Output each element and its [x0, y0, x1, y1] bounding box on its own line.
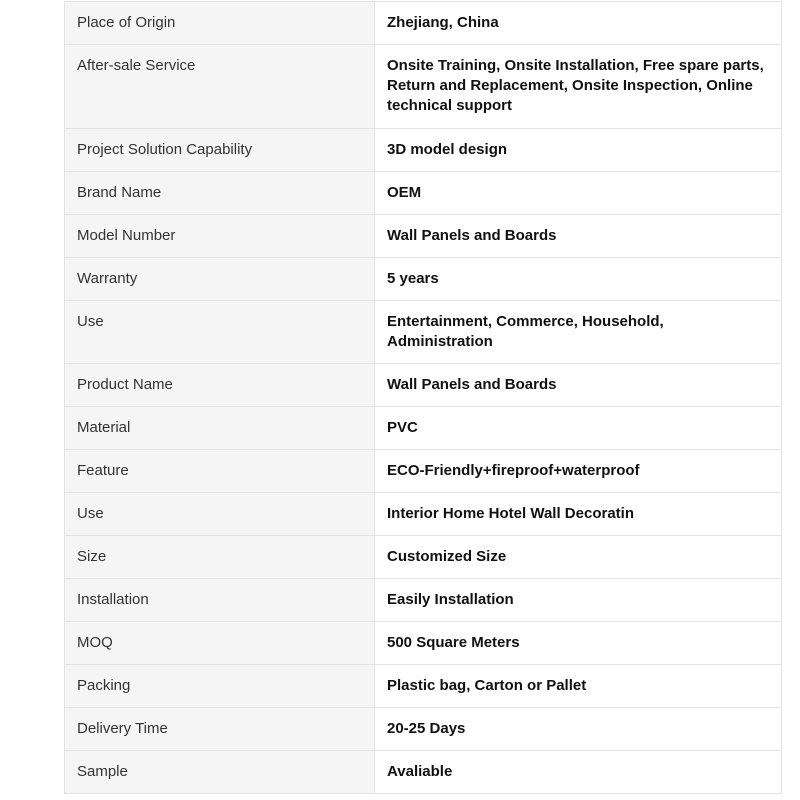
- spec-value: Customized Size: [375, 536, 782, 579]
- spec-label: Feature: [65, 450, 375, 493]
- table-row: [65, 258, 782, 301]
- table-row: [65, 172, 782, 215]
- spec-label: Model Number: [65, 215, 375, 258]
- table-row: [65, 450, 782, 493]
- spec-label: Warranty: [65, 258, 375, 301]
- spec-value: OEM: [375, 172, 782, 215]
- table-row: [65, 708, 782, 751]
- table-row: [65, 2, 782, 45]
- table-row: [65, 493, 782, 536]
- spec-label: Use: [65, 493, 375, 536]
- table-row: [65, 407, 782, 450]
- spec-value: Zhejiang, China: [375, 2, 782, 45]
- spec-value: Easily Installation: [375, 579, 782, 622]
- spec-label: Project Solution Capability: [65, 129, 375, 172]
- table-row: [65, 665, 782, 708]
- spec-label: Place of Origin: [65, 2, 375, 45]
- spec-label: Brand Name: [65, 172, 375, 215]
- spec-table-body: [65, 2, 782, 794]
- spec-value: Avaliable: [375, 751, 782, 794]
- spec-value: PVC: [375, 407, 782, 450]
- spec-label: After-sale Service: [65, 45, 375, 129]
- table-row: [65, 622, 782, 665]
- spec-label: Sample: [65, 751, 375, 794]
- table-row: [65, 301, 782, 364]
- spec-value: 500 Square Meters: [375, 622, 782, 665]
- table-row: [65, 215, 782, 258]
- spec-value: 5 years: [375, 258, 782, 301]
- spec-label: Delivery Time: [65, 708, 375, 751]
- spec-label: MOQ: [65, 622, 375, 665]
- spec-label: Material: [65, 407, 375, 450]
- spec-value: Entertainment, Commerce, Household, Administration: [375, 301, 782, 364]
- spec-label: Packing: [65, 665, 375, 708]
- table-row: [65, 45, 782, 129]
- spec-label: Installation: [65, 579, 375, 622]
- spec-value: Interior Home Hotel Wall Decoratin: [375, 493, 782, 536]
- spec-label: Size: [65, 536, 375, 579]
- spec-value: Wall Panels and Boards: [375, 215, 782, 258]
- spec-label: Product Name: [65, 364, 375, 407]
- spec-value: Onsite Training, Onsite Installation, Free spare parts, Return and Replacement, Onsite Inspection, Online technical support: [375, 45, 782, 129]
- spec-value: Wall Panels and Boards: [375, 364, 782, 407]
- table-row: [65, 364, 782, 407]
- spec-value: ECO-Friendly+fireproof+waterproof: [375, 450, 782, 493]
- spec-value: 20-25 Days: [375, 708, 782, 751]
- product-spec-table: [64, 1, 782, 794]
- table-row: [65, 579, 782, 622]
- table-row: [65, 129, 782, 172]
- spec-label: Use: [65, 301, 375, 364]
- spec-value: Plastic bag, Carton or Pallet: [375, 665, 782, 708]
- table-row: [65, 751, 782, 794]
- spec-value: 3D model design: [375, 129, 782, 172]
- table-row: [65, 536, 782, 579]
